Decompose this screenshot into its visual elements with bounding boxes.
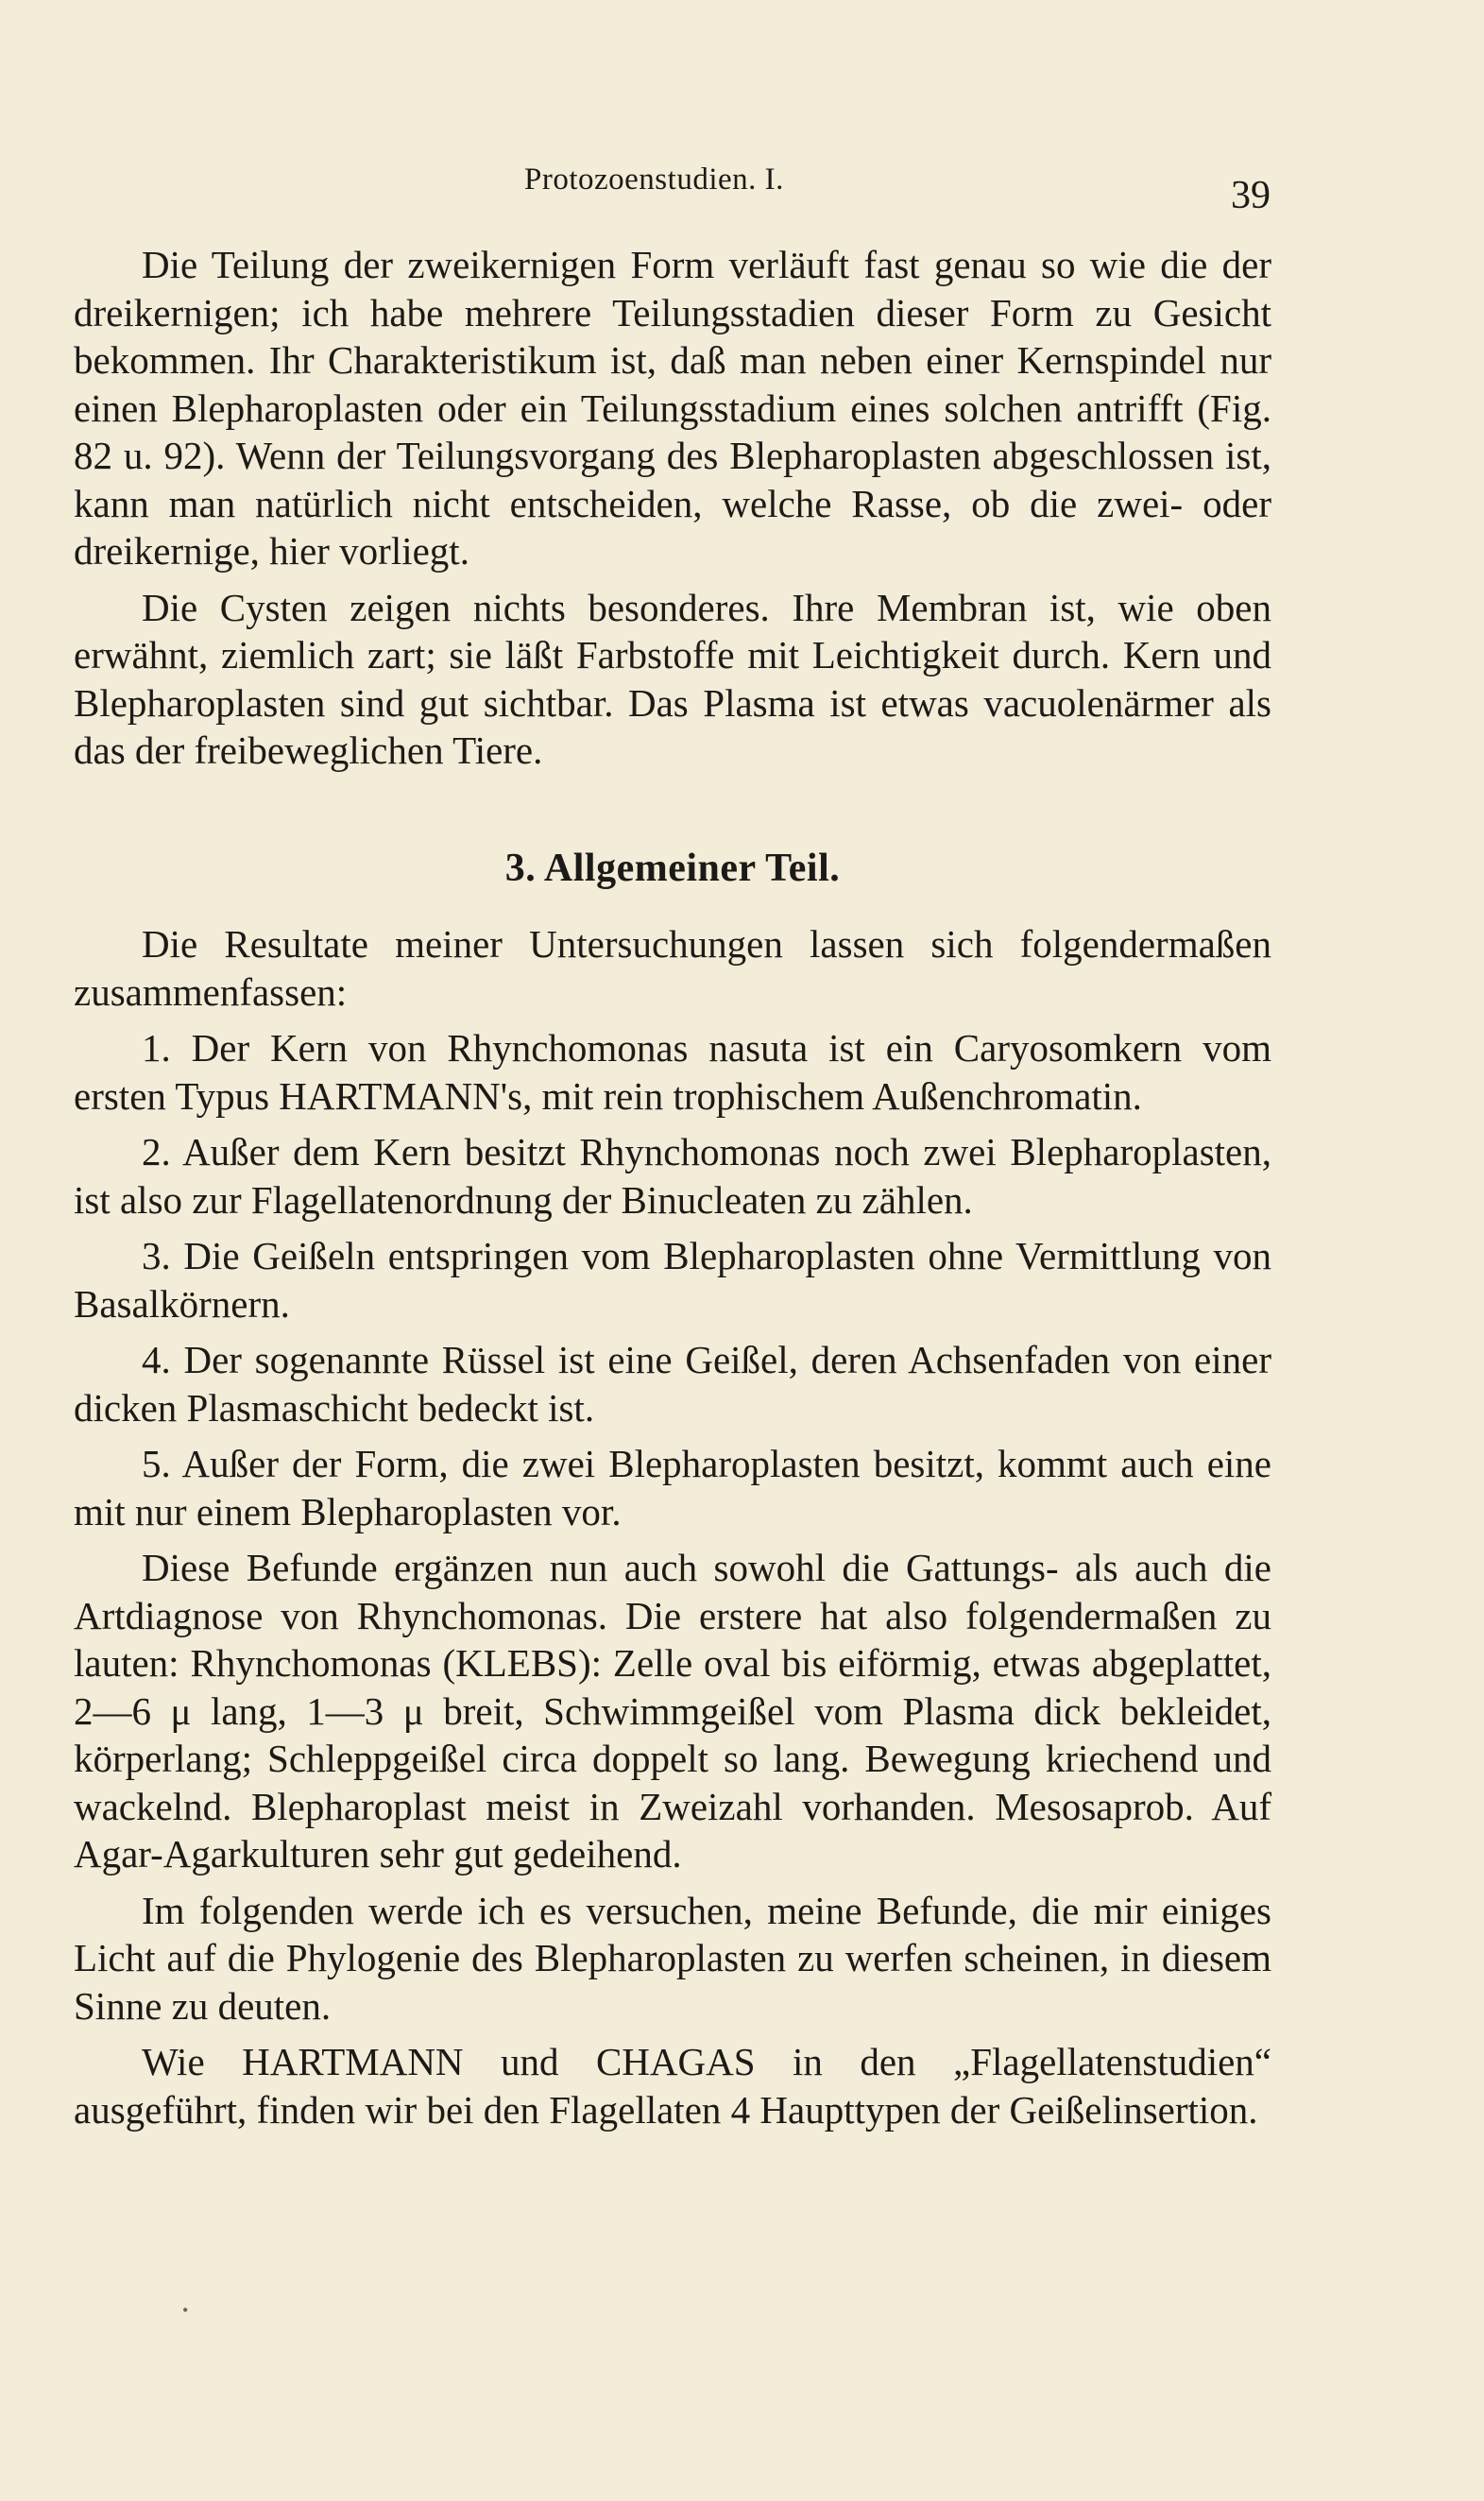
result-item-1: 1. Der Kern von Rhynchomonas nasuta ist ein Caryosomkern vom ersten Typus HARTMANN's, mit rein trophischem Außenchromatin. (74, 1026, 1271, 1118)
section-heading: 3. Allgemeiner Teil. (504, 846, 841, 890)
result-item-4: 4. Der sogenannte Rüssel ist eine Geißel, deren Achsenfaden von einer dicken Plasmaschicht bedeckt ist. (74, 1338, 1271, 1430)
page-number: 39 (1231, 174, 1271, 217)
library-mark: • (182, 2301, 189, 2320)
result-item-2: 2. Außer dem Kern besitzt Rhynchomonas noch zwei Blepharoplasten, ist also zur Flagellatenordnung der Binucleaten zu zählen. (74, 1130, 1271, 1222)
result-item-5: 5. Außer der Form, die zwei Blepharoplasten besitzt, kommt auch eine mit nur einem Blepharoplasten vor. (74, 1442, 1271, 1533)
paragraph-hartmann-chagas: Wie HARTMANN und CHAGAS in den „Flagellatenstudien“ ausgeführt, finden wir bei den Flagellaten 4 Haupttypen der Geißelinsertion. (74, 2040, 1271, 2132)
paragraph-teilung: Die Teilung der zweikernigen Form verläuft fast genau so wie die der dreikernigen; ich habe mehrere Teilungsstadien dieser Form zu Gesicht bekommen. Ihr Charakteristikum ist, daß man neben einer Kernspindel nur einen Blepharoplasten oder ein Teilungsstadium eines solchen antrifft (Fig. 82 u. 92). Wenn der Teilungsvorgang des Blepharoplasten abgeschlossen ist, kann man natürlich nicht entscheiden, welche Rasse, ob die zwei- oder dreikernige, hier vorliegt. (74, 243, 1271, 573)
paragraph-diagnose: Diese Befunde ergänzen nun auch sowohl die Gattungs- als auch die Artdiagnose von Rhynchomonas. Die erstere hat also folgendermaßen zu lauten: Rhynchomonas (KLEBS): Zelle oval bis eiförmig, etwas abgeplattet, 2—6 μ lang, 1—3 μ breit, Schwimmgeißel vom Plasma dick bekleidet, körperlang; Schleppgeißel circa doppelt so lang. Bewegung kriechend und wackelnd. Blepharoplast meist in Zweizahl vorhanden. Mesosaprob. Auf Agar-Agarkulturen sehr gut gedeihend. (74, 1546, 1271, 1876)
paragraph-folgenden: Im folgenden werde ich es versuchen, meine Befunde, die mir einiges Licht auf die Phylogenie des Blepharoplasten zu werfen scheinen, in diesem Sinne zu deuten. (74, 1888, 1271, 2028)
running-title: Protozoenstudien. I. (524, 163, 784, 197)
page-body (74, 241, 1271, 2142)
result-item-3: 3. Die Geißeln entspringen vom Blepharoplasten ohne Vermittlung von Basalkörnern. (74, 1234, 1271, 1326)
paragraph-cysten: Die Cysten zeigen nichts besonderes. Ihre Membran ist, wie oben erwähnt, ziemlich zart; sie läßt Farbstoffe mit Leichtigkeit durch. Kern und Blepharoplasten sind gut sichtbar. Das Plasma ist etwas vacuolenärmer als das der freibeweglichen Tiere. (74, 585, 1271, 772)
paragraph-resultate: Die Resultate meiner Untersuchungen lassen sich folgendermaßen zusammenfassen: (74, 922, 1271, 1014)
